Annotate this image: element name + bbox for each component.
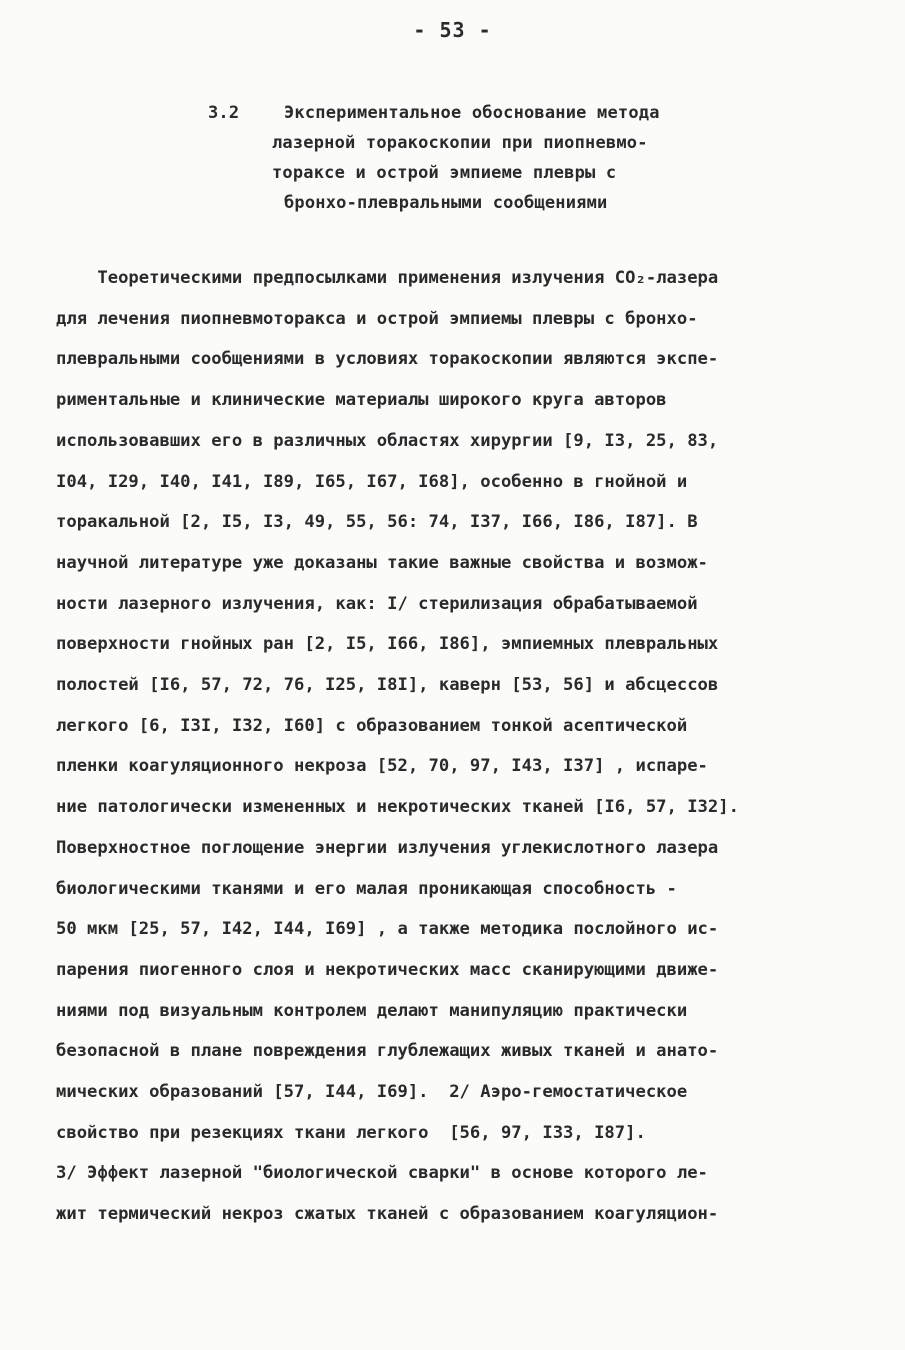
text-line: использовавших его в различных областях хирургии [9, I3, 25, 83, (56, 430, 719, 451)
section-title-line: тораксе и острой эмпиеме плевры с (272, 163, 617, 183)
page-number: - 53 - (413, 18, 492, 42)
section-title-line: лазерной торакоскопии при пиопневмо- (272, 133, 648, 153)
text-line: безопасной в плане повреждения глублежащих живых тканей и анато- (56, 1041, 719, 1062)
text-line: легкого [6, I3I, I32, I60] с образованием тонкой асептической (56, 715, 688, 736)
text-line: плевральными сообщениями в условиях торакоскопии являются экспе- (56, 349, 719, 370)
text-line: поверхности гнойных ран [2, I5, I66, I86], эмпиемных плевральных (56, 634, 719, 655)
section-title-line: Экспериментальное обоснование метода (284, 103, 660, 123)
text-line: риментальные и клинические материалы широкого круга авторов (56, 390, 667, 411)
text-line: свойство при резекциях ткани легкого [56, 97, I33, I87]. (56, 1122, 646, 1143)
section-heading (150, 98, 790, 218)
text-line: биологическими тканями и его малая проникающая способность - (56, 878, 677, 899)
text-line: ности лазерного излучения, как: I/ стерилизация обрабатываемой (56, 593, 698, 614)
text-line: 50 мкм [25, 57, I42, I44, I69] , а также методика послойного ис- (56, 919, 719, 940)
text-line: научной литературе уже доказаны такие важные свойства и возмож- (56, 552, 708, 573)
text-line: жит термический некроз сжатых тканей с образованием коагуляцион- (56, 1204, 719, 1225)
text-line: пленки коагуляционного некроза [52, 70, 97, I43, I37] , испаре- (56, 756, 708, 777)
text-line: I04, I29, I40, I41, I89, I65, I67, I68], особенно в гнойной и (56, 471, 688, 492)
text-line: парения пиогенного слоя и некротических масс сканирующими движе- (56, 959, 719, 980)
section-title-line: бронхо-плевральными сообщениями (284, 193, 608, 213)
text-line: мических образований [57, I44, I69]. 2/ Аэро-гемостатическое (56, 1082, 688, 1103)
text-line: Теоретическими предпосылками применения излучения CO₂-лазера (56, 268, 719, 288)
text-line: для лечения пиопневмоторакса и острой эмпиемы плевры с бронхо- (56, 308, 698, 329)
body-text (56, 258, 856, 1235)
text-line: ние патологически измененных и некротических тканей [I6, 57, I32]. (56, 797, 739, 818)
text-line: ниями под визуальным контролем делают манипуляцию практически (56, 1000, 688, 1021)
text-line: Поверхностное поглощение энергии излучения углекислотного лазера (56, 837, 719, 858)
text-line: полостей [I6, 57, 72, 76, I25, I8I], каверн [53, 56] и абсцессов (56, 675, 719, 696)
text-line: 3/ Эффект лазерной "биологической сварки" в основе которого ле- (56, 1163, 708, 1184)
section-number: 3.2 (208, 103, 240, 123)
text-line: торакальной [2, I5, I3, 49, 55, 56: 74, I37, I66, I86, I87]. В (56, 512, 698, 533)
